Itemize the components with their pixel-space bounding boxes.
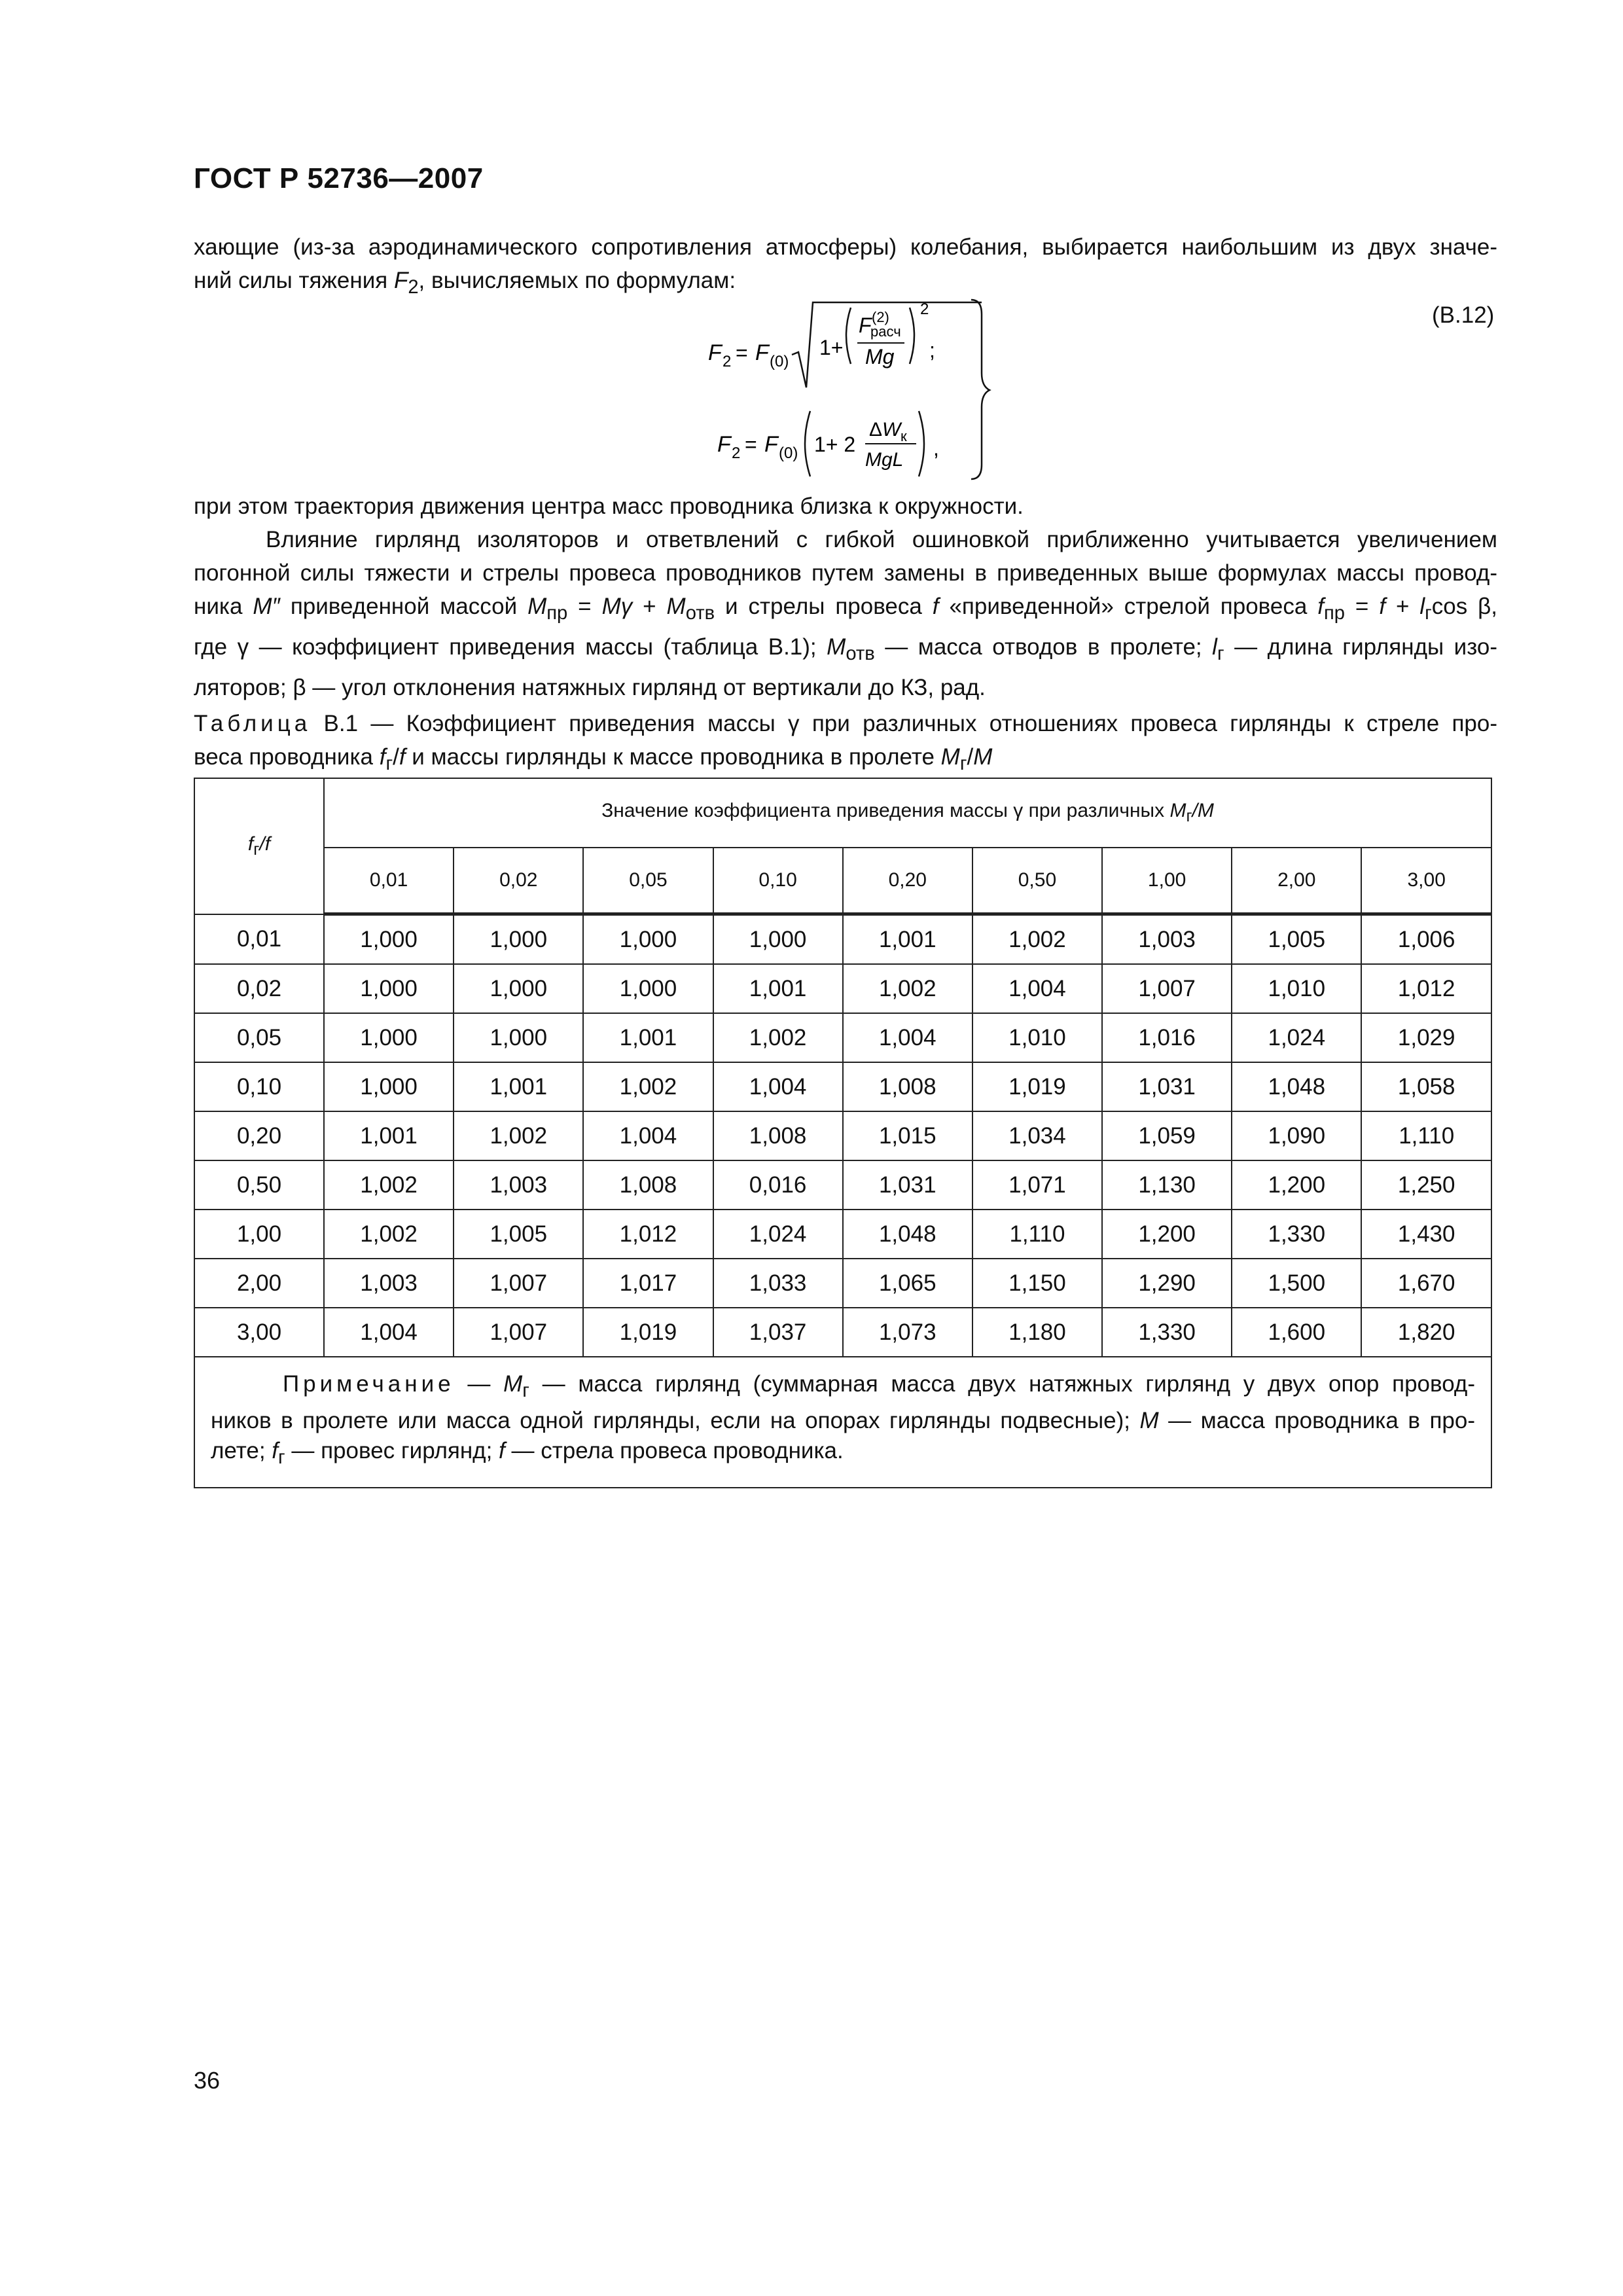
svg-text:(2): (2) — [872, 309, 889, 325]
table-cell: 1,029 — [1361, 1013, 1491, 1062]
table-cell: 1,000 — [324, 1062, 454, 1111]
table-cell: 1,000 — [583, 964, 713, 1013]
column-header: 2,00 — [1232, 848, 1361, 914]
svg-text:2: 2 — [732, 444, 741, 462]
table-cell: 1,016 — [1102, 1013, 1232, 1062]
table-cell: 1,000 — [324, 964, 454, 1013]
table-cell: 0,016 — [713, 1160, 843, 1210]
main-line-3: ника M″ приведенной массой $M_{пр} = M\gamma + M_{отв}$ и стрелы провеса f «приведенной» стрелой провеса $f_{пр} = f + l_г\cos$ β, — [194, 594, 1498, 624]
table-cell: 1,330 — [1102, 1308, 1232, 1357]
table-cell: 1,430 — [1361, 1210, 1491, 1259]
svg-text:F: F — [708, 340, 722, 365]
svg-text:W: W — [882, 419, 901, 440]
group-header: Значение коэффициента приведения массы γ при различных $M_г/M$ — [324, 778, 1491, 848]
table-cell: 1,200 — [1232, 1160, 1361, 1210]
equation-number: (В.12) — [1432, 302, 1495, 328]
table-cell: 1,007 — [454, 1259, 583, 1308]
coefficient-table — [194, 778, 1492, 1488]
svg-text:(0): (0) — [770, 353, 789, 370]
table-cell: 1,048 — [1232, 1062, 1361, 1111]
table-cell: 1,004 — [972, 964, 1102, 1013]
table-cell: 1,180 — [972, 1308, 1102, 1357]
page-number: 36 — [194, 2067, 221, 2094]
table-row — [194, 1160, 1491, 1210]
intro-line-1: хающие (из-за аэродинамического сопротивления атмосферы) колебания, выбирается наибольшим из двух значе- — [194, 234, 1497, 260]
svg-text:1+: 1+ — [819, 336, 844, 359]
table-cell: 1,017 — [583, 1259, 713, 1308]
table-cell: 1,003 — [454, 1160, 583, 1210]
table-cell: 1,024 — [713, 1210, 843, 1259]
table-cell: 1,002 — [583, 1062, 713, 1111]
table-row — [194, 1111, 1491, 1160]
table-cell: 1,000 — [454, 914, 583, 965]
table-cell: 1,000 — [454, 1013, 583, 1062]
table-cell: 1,019 — [972, 1062, 1102, 1111]
table-cell: 1,001 — [324, 1111, 454, 1160]
main-line-1: Влияние гирлянд изоляторов и ответвлений с гибкой ошиновкой приближенно учитывается увеличением — [266, 527, 1497, 552]
svg-text:F: F — [717, 432, 731, 457]
table-cell: 1,330 — [1232, 1210, 1361, 1259]
table-row — [194, 1308, 1491, 1357]
svg-text:;: ; — [929, 338, 935, 362]
table-cell: 1,000 — [324, 914, 454, 965]
table-cell: 1,005 — [454, 1210, 583, 1259]
note-line-3: лете; $f_г$ — провес гирлянд; f — стрела провеса проводника. — [211, 1438, 844, 1468]
row-header-cell: 0,01 — [194, 914, 324, 965]
intro-line-2: ний силы тяжения $F_2$, вычисляемых по формулам: — [194, 268, 736, 298]
table-cell: 1,000 — [454, 964, 583, 1013]
main-line-5: ляторов; β — угол отклонения натяжных гирлянд от вертикали до КЗ, рад. — [194, 675, 986, 700]
document-header: ГОСТ Р 52736—2007 — [194, 162, 484, 194]
svg-text:F: F — [859, 314, 872, 337]
column-header: 0,02 — [454, 848, 583, 914]
table-row — [194, 1013, 1491, 1062]
svg-text:расч: расч — [870, 323, 901, 340]
note-line-2: ников в пролете или масса одной гирлянды, если на опорах гирлянды подвесные); M — масса проводника в про- — [211, 1408, 1475, 1433]
row-header-cell: 0,02 — [194, 964, 324, 1013]
svg-text:F: F — [755, 340, 769, 365]
note-line-1: Примечание — $M_г$ — масса гирлянд (суммарная масса двух натяжных гирлянд у двух опор провод- — [283, 1371, 1475, 1401]
table-cell: 1,001 — [843, 914, 972, 965]
row-header-cell: 0,20 — [194, 1111, 324, 1160]
row-header-cell: 1,00 — [194, 1210, 324, 1259]
main-line-4: где γ — коэффициент приведения массы (таблица В.1); $M_{отв}$ — масса отводов в пролете; $l_г$ — длина гирлянды изо- — [194, 634, 1498, 664]
table-cell: 1,600 — [1232, 1308, 1361, 1357]
table-cell: 1,058 — [1361, 1062, 1491, 1111]
caption-line-2: веса проводника $f_г/f$ и массы гирлянды к массе проводника в пролете $M_г/M$ — [194, 744, 993, 774]
table-cell: 1,003 — [324, 1259, 454, 1308]
table-cell: 1,033 — [713, 1259, 843, 1308]
intro-paragraph — [194, 230, 1497, 304]
table-cell: 1,002 — [843, 964, 972, 1013]
table-cell: 1,008 — [713, 1111, 843, 1160]
table-row — [194, 914, 1491, 965]
table-cell: 1,002 — [324, 1210, 454, 1259]
svg-text:к: к — [901, 428, 907, 444]
table-cell: 1,015 — [843, 1111, 972, 1160]
table-cell: 1,110 — [972, 1210, 1102, 1259]
column-header: 1,00 — [1102, 848, 1232, 914]
table-cell: 1,001 — [454, 1062, 583, 1111]
column-header: 3,00 — [1361, 848, 1491, 914]
table-cell: 1,059 — [1102, 1111, 1232, 1160]
table-cell: 1,005 — [1232, 914, 1361, 965]
table-row — [194, 1259, 1491, 1308]
table-cell: 1,670 — [1361, 1259, 1491, 1308]
table-cell: 1,004 — [843, 1013, 972, 1062]
column-header: 0,05 — [583, 848, 713, 914]
column-header: 0,10 — [713, 848, 843, 914]
table-cell: 1,010 — [1232, 964, 1361, 1013]
table-cell: 1,012 — [583, 1210, 713, 1259]
table-cell: 1,004 — [324, 1308, 454, 1357]
table-cell: 1,000 — [583, 914, 713, 965]
table-cell: 1,001 — [713, 964, 843, 1013]
table-cell: 1,004 — [713, 1062, 843, 1111]
table-cell: 1,130 — [1102, 1160, 1232, 1210]
table-cell: 1,031 — [1102, 1062, 1232, 1111]
table-note-row — [194, 1357, 1491, 1488]
table-caption — [194, 707, 1497, 781]
table-cell: 1,010 — [972, 1013, 1102, 1062]
table-cell: 1,002 — [713, 1013, 843, 1062]
table-cell: 1,150 — [972, 1259, 1102, 1308]
column-header: 0,01 — [324, 848, 454, 914]
main-paragraph — [194, 523, 1497, 704]
main-line-2: погонной силы тяжести и стрелы провеса проводников путем замены в приведенных выше формулах массы провод- — [194, 560, 1497, 586]
table-cell: 1,019 — [583, 1308, 713, 1357]
table-header-row — [194, 778, 1491, 848]
corner-header: $f_г/f$ — [194, 778, 324, 914]
svg-text:F: F — [764, 432, 778, 457]
table-cell: 1,820 — [1361, 1308, 1491, 1357]
svg-text:Δ: Δ — [869, 419, 883, 440]
table-cell: 1,002 — [972, 914, 1102, 965]
table-cell: 1,003 — [1102, 914, 1232, 965]
svg-text:MgL: MgL — [865, 449, 904, 471]
table-row — [194, 1210, 1491, 1259]
table-cell: 1,007 — [1102, 964, 1232, 1013]
after-formula-line: при этом траектория движения центра масс проводника близка к окружности. — [194, 493, 1024, 519]
table-note — [194, 1357, 1491, 1488]
table-cell: 1,034 — [972, 1111, 1102, 1160]
svg-text:2: 2 — [722, 353, 732, 370]
row-header-cell: 2,00 — [194, 1259, 324, 1308]
svg-text:(0): (0) — [779, 444, 798, 462]
table-cell: 1,004 — [583, 1111, 713, 1160]
formula-b12 — [694, 295, 995, 484]
table-cell: 1,024 — [1232, 1013, 1361, 1062]
table-cell: 1,200 — [1102, 1210, 1232, 1259]
table-cell: 1,250 — [1361, 1160, 1491, 1210]
table-cell: 1,008 — [583, 1160, 713, 1210]
svg-text:=: = — [745, 433, 757, 456]
svg-text:=: = — [736, 341, 748, 365]
column-header: 0,20 — [843, 848, 972, 914]
table-cell: 1,001 — [583, 1013, 713, 1062]
table-cell: 1,006 — [1361, 914, 1491, 965]
caption-line-1: Таблица В.1 — Коэффициент приведения массы γ при различных отношениях провеса гирлянды к стреле про- — [194, 711, 1497, 736]
table-cell: 1,002 — [454, 1111, 583, 1160]
table-cell: 1,090 — [1232, 1111, 1361, 1160]
table-row — [194, 964, 1491, 1013]
svg-text:Mg: Mg — [865, 345, 895, 368]
row-header-cell: 3,00 — [194, 1308, 324, 1357]
table-cell: 1,000 — [324, 1013, 454, 1062]
table-cell: 1,290 — [1102, 1259, 1232, 1308]
row-header-cell: 0,05 — [194, 1013, 324, 1062]
svg-text:1+ 2: 1+ 2 — [814, 433, 856, 456]
table-cell: 1,031 — [843, 1160, 972, 1210]
table-cell: 1,008 — [843, 1062, 972, 1111]
table-cell: 1,110 — [1361, 1111, 1491, 1160]
table-cell: 1,000 — [713, 914, 843, 965]
column-header-row — [194, 848, 1491, 914]
table-cell: 1,007 — [454, 1308, 583, 1357]
table-cell: 1,500 — [1232, 1259, 1361, 1308]
table-row — [194, 1062, 1491, 1111]
table-cell: 1,065 — [843, 1259, 972, 1308]
table-cell: 1,073 — [843, 1308, 972, 1357]
table-cell: 1,071 — [972, 1160, 1102, 1210]
column-header: 0,50 — [972, 848, 1102, 914]
svg-text:,: , — [933, 437, 939, 460]
row-header-cell: 0,10 — [194, 1062, 324, 1111]
table-cell: 1,012 — [1361, 964, 1491, 1013]
svg-text:2: 2 — [920, 300, 929, 318]
table-cell: 1,002 — [324, 1160, 454, 1210]
table-cell: 1,037 — [713, 1308, 843, 1357]
table-cell: 1,048 — [843, 1210, 972, 1259]
row-header-cell: 0,50 — [194, 1160, 324, 1210]
